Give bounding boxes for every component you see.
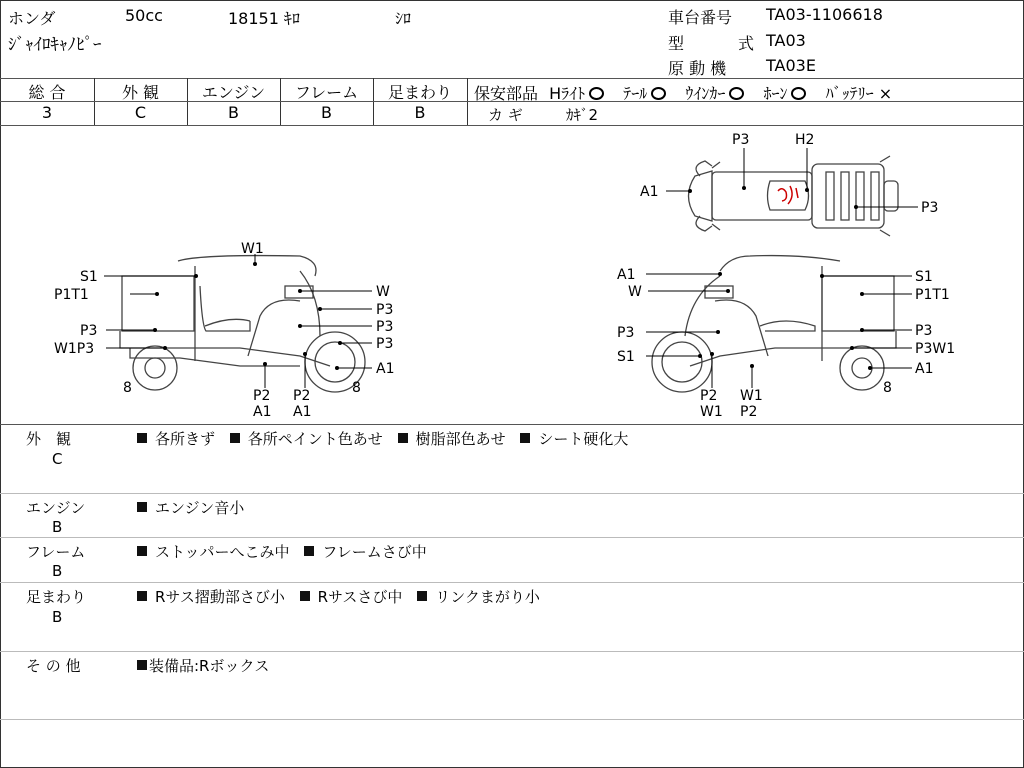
divider — [0, 582, 1024, 583]
grade-value-suspension: B — [414, 103, 426, 122]
diagram-label: A1 — [253, 404, 272, 420]
ok-circle-icon — [729, 87, 744, 100]
diagram-label: S1 — [617, 349, 635, 365]
damage-mark-red — [778, 186, 798, 204]
remark-item: 各所きず — [155, 430, 216, 448]
diagram-label: A1 — [640, 184, 659, 200]
diagram-label: W — [376, 284, 390, 300]
divider — [0, 78, 1024, 79]
horn-label: ﾎｰﾝ — [763, 84, 788, 103]
diagram-label: P2 — [740, 404, 758, 420]
diagram-label: W1 — [241, 241, 264, 257]
engine-label: 原 動 機 — [668, 59, 727, 78]
top-view-scooter — [689, 156, 899, 236]
ok-circle-icon — [589, 87, 604, 100]
divider — [0, 651, 1024, 652]
diagram-label: P3 — [732, 132, 750, 148]
diagram-label: P2 — [293, 388, 311, 404]
key-value: ｶｷﾞ2 — [566, 106, 599, 124]
model-name: ｼﾞｬｲﾛｷｬﾉﾋﾟｰ — [8, 35, 102, 55]
grade-value-overall: 3 — [41, 103, 53, 122]
diagram-label: P3 — [376, 336, 394, 352]
type-label-2: 式 — [738, 34, 755, 53]
maker: ホンダ — [8, 9, 56, 28]
diagram-label: P2 — [253, 388, 271, 404]
diagram-label: W — [628, 284, 642, 300]
grade-value-exterior: C — [134, 103, 147, 122]
remark-item: Rサスさび中 — [317, 588, 403, 606]
remark-label-engine: エンジン — [26, 499, 86, 517]
diagram-label: 8 — [123, 380, 132, 396]
divider — [0, 424, 1024, 425]
frame-no-label: 車台番号 — [668, 8, 733, 27]
remark-item: ストッパーへこみ中 — [155, 543, 290, 561]
diagram-label: 8 — [352, 380, 361, 396]
remark-label-frame: フレーム — [26, 543, 86, 561]
headlight-label: Hﾗｲﾄ — [549, 84, 586, 103]
remark-grade-suspension: B — [52, 608, 63, 626]
remark-item: エンジン音小 — [155, 499, 245, 517]
diagram-label: W1 — [740, 388, 763, 404]
divider — [0, 493, 1024, 494]
remark-item: 装備品:Rボックス — [149, 657, 270, 675]
diagram-label: A1 — [617, 267, 636, 283]
remark-grade-engine: B — [52, 518, 63, 536]
diagram-label: P1T1 — [915, 287, 950, 303]
diagram-label: A1 — [915, 361, 934, 377]
remark-label-exterior: 外 観 — [26, 430, 72, 448]
displacement: 50cc — [125, 6, 163, 25]
diagram-label: P3 — [376, 319, 394, 335]
diagram-label: P3 — [80, 323, 98, 339]
remark-items-frame — [137, 541, 437, 562]
remark-item: フレームさび中 — [322, 543, 427, 561]
diagram-label: S1 — [80, 269, 98, 285]
mileage: 18151 ｷﾛ — [228, 9, 300, 28]
damage-diagram — [0, 126, 1024, 424]
winker-label: ｳｲﾝｶｰ — [685, 84, 726, 103]
ok-circle-icon — [791, 87, 806, 100]
grade-label-engine: エンジン — [201, 83, 266, 102]
diagram-label: 8 — [883, 380, 892, 396]
body-color: ｼﾛ — [395, 9, 412, 28]
diagram-label: A1 — [293, 404, 312, 420]
remark-grade-exterior: C — [52, 450, 63, 468]
remark-item: 樹脂部色あせ — [415, 430, 506, 448]
grade-label-overall: 総 合 — [28, 83, 66, 102]
diagram-label: P3 — [921, 200, 939, 216]
grade-value-engine: B — [228, 103, 239, 122]
remark-grade-frame: B — [52, 562, 63, 580]
remark-item: リンクまがり小 — [435, 588, 540, 606]
grade-label-exterior: 外 観 — [121, 83, 160, 102]
grade-label-suspension: 足まわり — [387, 83, 452, 102]
battery-mark: × — [878, 84, 893, 103]
diagram-label: P2 — [700, 388, 718, 404]
diagram-label: H2 — [795, 132, 815, 148]
grade-label-frame: フレーム — [294, 83, 359, 102]
diagram-label: P3 — [915, 323, 933, 339]
divider — [0, 719, 1024, 720]
type-value: TA03 — [766, 31, 806, 50]
divider — [0, 537, 1024, 538]
remark-items-exterior — [137, 428, 638, 449]
remark-item: 各所ペイント色あせ — [247, 430, 383, 448]
key-label: カ ギ — [488, 106, 523, 124]
diagram-label: P1T1 — [54, 287, 89, 303]
ok-circle-icon — [651, 87, 666, 100]
diagram-label: P3W1 — [915, 341, 956, 357]
diagram-label: P3 — [376, 302, 394, 318]
remark-items-suspension — [137, 586, 550, 607]
remark-item: Rサス摺動部さび小 — [155, 588, 285, 606]
diagram-label: A1 — [376, 361, 395, 377]
remark-label-suspension: 足まわり — [26, 588, 87, 606]
remark-items-other — [137, 655, 279, 676]
type-label-1: 型 — [668, 34, 685, 53]
diagram-label: W1P3 — [54, 341, 95, 357]
safety-label: 保安部品 — [474, 84, 539, 103]
diagram-label: W1 — [700, 404, 723, 420]
diagram-label: P3 — [617, 325, 635, 341]
engine-value: TA03E — [766, 56, 816, 75]
remark-label-other: そ の 他 — [26, 657, 81, 675]
frame-no: TA03-1106618 — [766, 5, 883, 24]
tail-label: ﾃｰﾙ — [623, 84, 648, 103]
grade-value-frame: B — [321, 103, 332, 122]
battery-label: ﾊﾞｯﾃﾘｰ — [825, 84, 874, 103]
diagram-label: S1 — [915, 269, 933, 285]
remark-items-engine — [137, 497, 254, 518]
remark-item: シート硬化大 — [538, 430, 629, 448]
safety-row — [474, 81, 892, 104]
